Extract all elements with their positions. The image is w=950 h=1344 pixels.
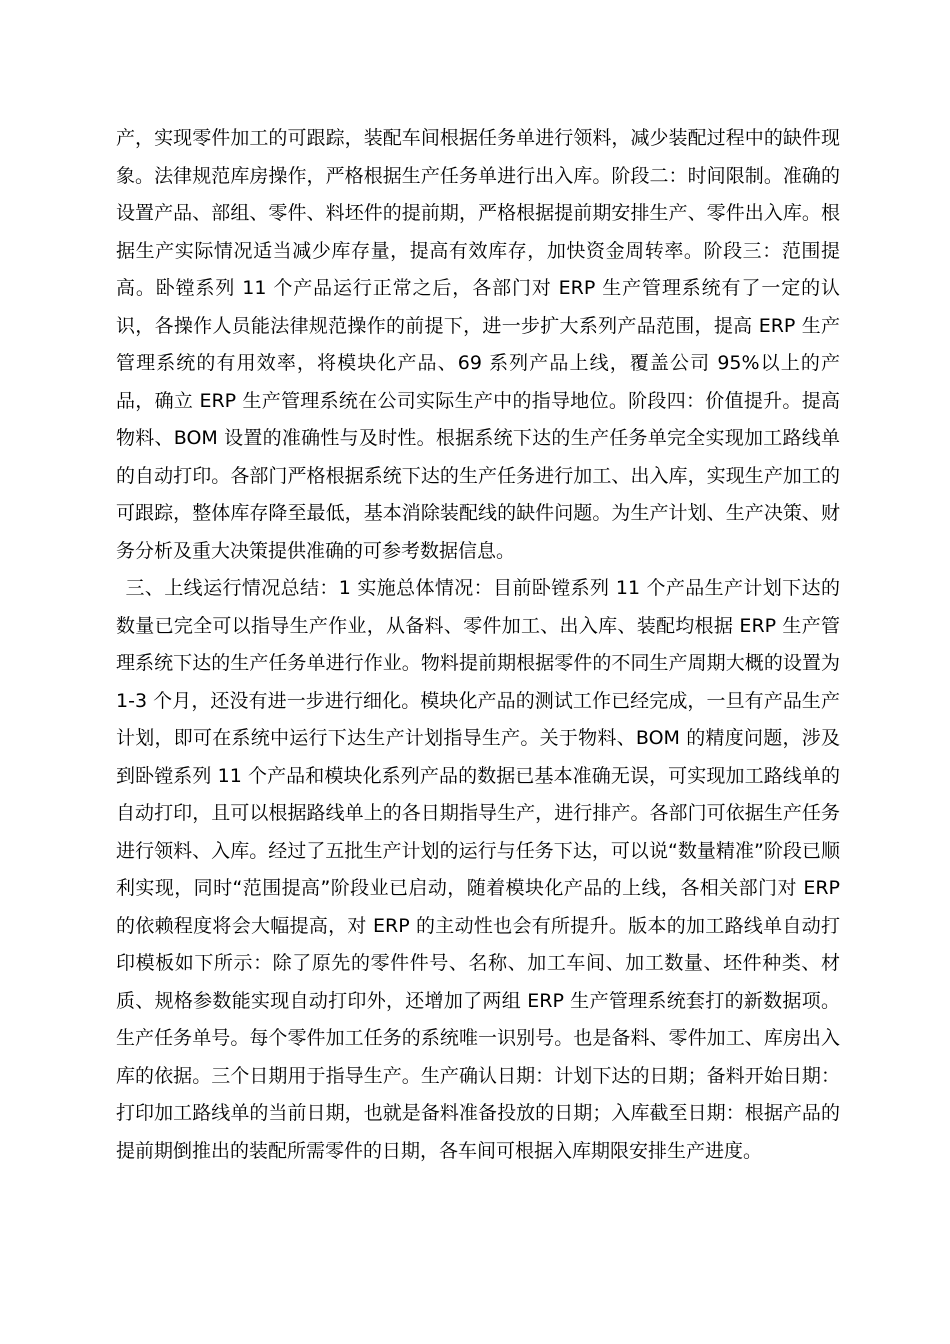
paragraph-operation-summary: 三、上线运行情况总结：1 实施总体情况：目前卧镗系列 11 个产品生产计划下达的数量已完全可以指导生产作业，从备料、零件加工、出入库、装配均根据 ERP 生产管理系统下达的生产任务单进行作业。物料提前期根据零件的不同生产周期大概的设置为 1-3 个月，还没有进一步进行细化。模块化产品的测试工作已经完成，一旦有产品生产计划，即可在系统中运行下达生产计划指导生产。关于物料、BOM 的精度问题，涉及到卧镗系列 11 个产品和模块化系列产品的数据已基本准确无误，可实现加工路线单的自动打印，且可以根据路线单上的各日期指导生产，进行排产。各部门可依据生产任务进行领料、入库。经过了五批生产计划的运行与任务下达，可以说“数量精准”阶段已顺利实现，同时“范围提高”阶段业已启动，随着模块化产品的上线，各相关部门对 ERP 的依赖程度将会大幅提高，对 ERP 的主动性也会有所提升。版本的加工路线单自动打印模板如下所示：除了原先的零件件号、名称、加工车间、加工数量、坯件种类、材质、规格参数能实现自动打印外，还增加了两组 ERP 生产管理系统套打的新数据项。生产任务单号。每个零件加工任务的系统唯一识别号。也是备料、零件加工、库房出入库的依据。三个日期用于指导生产。生产确认日期：计划下达的日期；备料开始日期：打印加工路线单的当前日期，也就是备料准备投放的日期；入库截至日期：根据产品的提前期倒推出的装配所需零件的日期，各车间可根据入库期限安排生产进度。 [116,577,840,1162]
paragraph-stage-plan: 产，实现零件加工的可跟踪，装配车间根据任务单进行领料，减少装配过程中的缺件现象。法律规范库房操作，严格根据生产任务单进行出入库。阶段二：时间限制。准确的设置产品、部组、零件、料坯件的提前期，严格根据提前期安排生产、零件出入库。根据生产实际情况适当减少库存量，提高有效库存，加快资金周转率。阶段三：范围提高。卧镗系列 11 个产品运行正常之后，各部门对 ERP 生产管理系统有了一定的认识，各操作人员能法律规范操作的前提下，进一步扩大系列产品范围，提高 ERP 生产管理系统的有用效率，将模块化产品、69 系列产品上线，覆盖公司 95%以上的产品，确立 ERP 生产管理系统在公司实际生产中的指导地位。阶段四：价值提升。提高物料、BOM 设置的准确性与及时性。根据系统下达的生产任务单完全实现加工路线单的自动打印。各部门严格根据系统下达的生产任务进行加工、出入库，实现生产加工的可跟踪，整体库存降至最低，基本消除装配线的缺件问题。为生产计划、生产决策、财务分析及重大决策提供准确的可参考数据信息。 [116,127,840,562]
document-page [116,120,840,1170]
